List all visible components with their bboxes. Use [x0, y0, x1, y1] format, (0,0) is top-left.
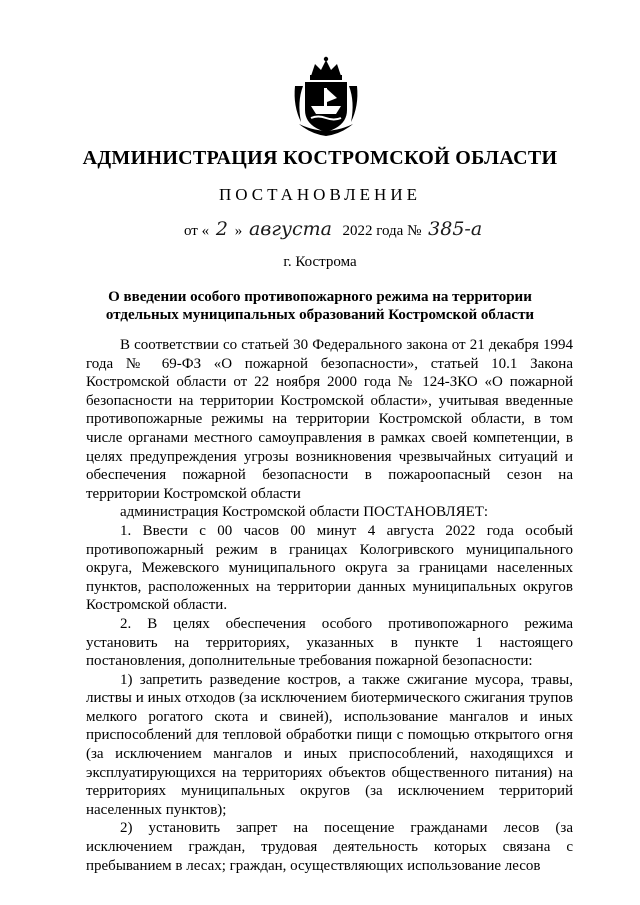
- paragraph-preamble: В соответствии со статьей 30 Федерального закона от 21 декабря 1994 года № 69-ФЗ «О пожарной безопасности», статьей 10.1 Закона Костромской области от 22 ноября 2000 года № 124-ЗКО «О пожарной безопасности на территории Костромской области», учитывая введенные противопожарные режимы на территории Костромской области, в том числе органами местного самоуправления в рамках своей компетенции, в целях предупреждения угрозы возникновения чрезвычайных ситуаций и обеспечения пожарной безопасности в пожароопасный сезон на территории Костромской области: [86, 337, 573, 502]
- year-text: 2022 года №: [342, 223, 422, 239]
- date-prefix: от «: [184, 223, 210, 239]
- paragraph-subitem-2: 2) установить запрет на посещение гражданами лесов (за исключением граждан, трудовая деятельность которых связана с пребыванием в лесах; граждан, осуществляющих использование лесов: [86, 820, 573, 874]
- paragraph-resolves: администрация Костромской области ПОСТАНОВЛЯЕТ:: [120, 504, 489, 521]
- title-line-1: О введении особого противопожарного режима на территории: [108, 289, 532, 305]
- title-line-2: отдельных муниципальных образований Костромской области: [105, 307, 535, 323]
- date-number-line: [184, 218, 485, 240]
- city: г. Кострома: [283, 254, 357, 270]
- date-mid: »: [234, 223, 243, 239]
- paragraph-item-1: 1. Ввести с 00 часов 00 минут 4 августа 2022 года особый противопожарный режим в границах Кологривского муниципального округа, Межевского муниципального округа за границами населенных пунктов, расположенных на территории данных муниципальных округов Костромской области.: [86, 522, 573, 614]
- handwritten-day: 2: [215, 218, 228, 240]
- paragraph-subitem-1: 1) запретить разведение костров, а также сжигание мусора, травы, листвы и иных отходов (за исключением биотермического сжигания трупов мелкого рогатого скота и свиней), использование мангалов и иных приспособлений для тепловой обработки пищи с помощью открытого огня (за исключением мангалов и иных приспособлений, находящихся и эксплуатирующихся на территориях объектов общественного питания) на территориях муниципальных округов (за исключением территорий населенных пунктов);: [86, 671, 573, 818]
- document-title: [80, 288, 560, 324]
- handwritten-number: 385-а: [428, 218, 483, 240]
- organization-name: АДМИНИСТРАЦИЯ КОСТРОМСКОЙ ОБЛАСТИ: [82, 147, 558, 169]
- document-type: ПОСТАНОВЛЕНИЕ: [218, 185, 421, 204]
- document-body: [86, 336, 573, 875]
- kostroma-coat-of-arms-emblem: [291, 56, 361, 138]
- paragraph-item-2: 2. В целях обеспечения особого противопожарного режима установить на территориях, указанных в пункте 1 настоящего постановления, дополнительные требования пожарной безопасности:: [86, 615, 573, 670]
- handwritten-month: августа: [248, 218, 332, 240]
